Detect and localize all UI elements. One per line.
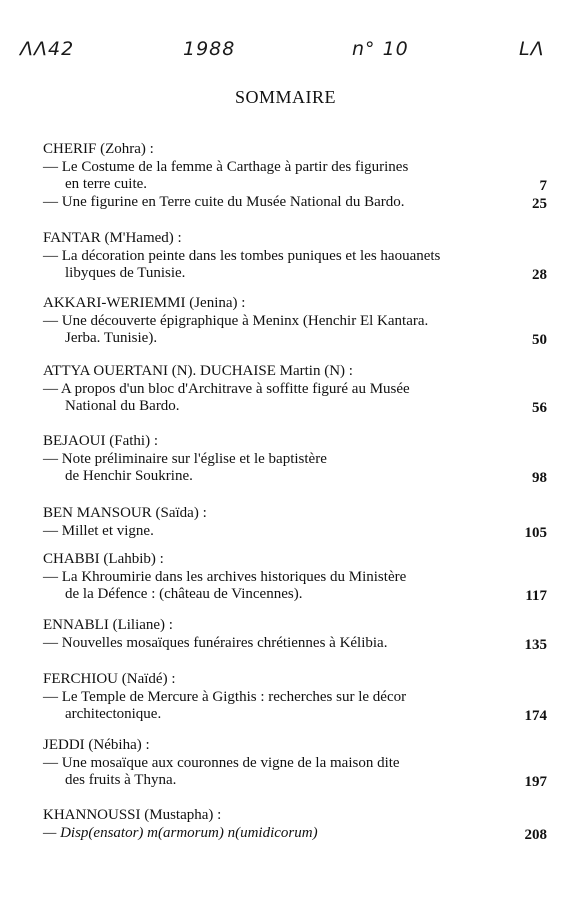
toc-article-line: — A propos d'un bloc d'Architrave à soffitte figuré au Musée (43, 380, 410, 397)
toc-author: JEDDI (Nébiha) : (43, 737, 150, 753)
toc-author: FANTAR (M'Hamed) : (43, 230, 182, 246)
toc-page-number: 174 (524, 708, 547, 724)
toc-page-number: 25 (532, 195, 547, 212)
toc-author: FERCHIOU (Naïdé) : (43, 671, 176, 687)
toc-page-number: 197 (524, 774, 547, 790)
toc-page-number: 105 (524, 524, 547, 541)
toc-page-number: 7 (539, 178, 547, 194)
toc-author: KHANNOUSSI (Mustapha) : (43, 807, 222, 823)
toc-author: ENNABLI (Liliane) : (43, 617, 173, 633)
toc-article-line: — Une mosaïque aux couronnes de vigne de la maison dite (43, 754, 400, 771)
toc-article-line: — Une découverte épigraphique à Meninx (Henchir El Kantara. (43, 312, 429, 329)
handwritten-year: 1988 (183, 38, 236, 60)
toc-page-number: 50 (532, 332, 547, 348)
toc-article-line: de Henchir Soukrine. (65, 468, 193, 484)
toc-author: AKKARI-WERIEMMI (Jenina) : (43, 295, 246, 311)
toc-article-line: — Note préliminaire sur l'église et le baptistère (43, 450, 327, 467)
handwritten-reference: ΛΛ42 (20, 38, 75, 60)
toc-article-line: — Millet et vigne. (43, 522, 154, 539)
toc-author: BEJAOUI (Fathi) : (43, 433, 158, 449)
handwritten-issue-number: n° 10 (352, 38, 409, 60)
toc-article-line: en terre cuite. (65, 176, 148, 192)
toc-article-line: — Disp(ensator) m(armorum) n(umidicorum) (43, 824, 318, 841)
toc-author: CHABBI (Lahbib) : (43, 551, 164, 567)
toc-page-number: 117 (525, 588, 547, 604)
toc-article-line: de la Défence : (château de Vincennes). (65, 586, 303, 602)
toc-article-line: — Une figurine en Terre cuite du Musée National du Bardo. (43, 193, 405, 210)
toc-author: CHERIF (Zohra) : (43, 141, 154, 157)
page-title: SOMMAIRE (234, 87, 336, 107)
toc-article-line: des fruits à Thyna. (65, 772, 177, 788)
toc-article-line: — La Khroumirie dans les archives historiques du Ministère (43, 568, 407, 585)
toc-page-number: 98 (532, 470, 547, 486)
handwritten-page-mark: LΛ (519, 38, 545, 60)
toc-article-line: — La décoration peinte dans les tombes puniques et les haouanets (43, 247, 441, 264)
toc-article-line: Jerba. Tunisie). (65, 330, 158, 346)
toc-author: ATTYA OUERTANI (N). DUCHAISE Martin (N) : (43, 363, 353, 379)
toc-article-line: — Le Temple de Mercure à Gigthis : recherches sur le décor (43, 688, 407, 705)
toc-author: BEN MANSOUR (Saïda) : (43, 505, 207, 521)
toc-article-line: architectonique. (65, 706, 162, 722)
toc-article-line: libyques de Tunisie. (65, 265, 186, 281)
toc-page-number: 135 (524, 636, 547, 653)
toc-article-line: National du Bardo. (65, 398, 180, 414)
toc-page-number: 56 (532, 400, 547, 416)
toc-page-number: 208 (524, 826, 547, 843)
toc-article-line: — Nouvelles mosaïques funéraires chrétiennes à Kélibia. (43, 634, 388, 651)
toc-page-number: 28 (532, 267, 547, 283)
toc-article-line: — Le Costume de la femme à Carthage à partir des figurines (43, 158, 409, 175)
